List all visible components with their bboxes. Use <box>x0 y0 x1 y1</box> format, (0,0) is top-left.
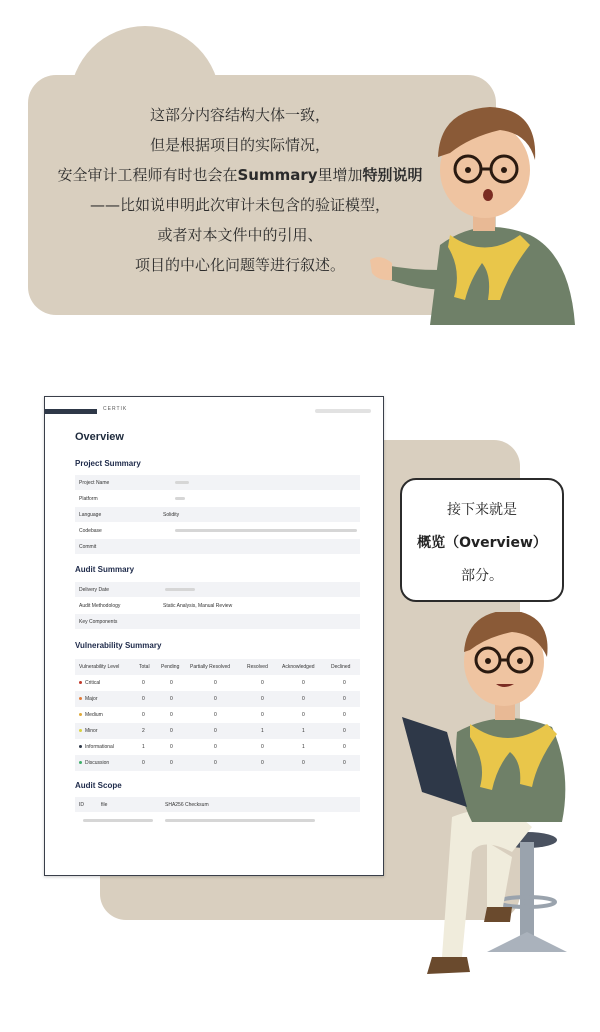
intro-line-5: 或者对本文件中的引用、 <box>157 226 323 244</box>
severity-dot-icon <box>79 681 82 684</box>
kv-key: Key Components <box>79 619 118 625</box>
redacted-value <box>175 481 189 484</box>
severity-dot-icon <box>79 761 82 764</box>
speech-bubble <box>400 478 564 602</box>
scope-header-row: ID file SHA256 Checksum <box>75 797 360 812</box>
redacted-value <box>175 497 185 500</box>
redacted-header <box>315 409 371 413</box>
audit-scope-heading: Audit Scope <box>75 781 122 790</box>
audit-report-page <box>44 396 384 876</box>
kv-key: Commit <box>79 544 97 550</box>
table-row: Major 0 0 0 0 0 0 <box>75 691 360 707</box>
kv-key: Platform <box>79 496 98 502</box>
header-bar <box>45 409 97 414</box>
redacted-value <box>175 529 357 532</box>
kv-row <box>75 507 360 522</box>
kv-row <box>75 475 360 490</box>
severity-dot-icon <box>79 729 82 732</box>
kv-row <box>75 582 360 597</box>
table-row: Discussion 0 0 0 0 0 0 <box>75 755 360 771</box>
kv-key: Audit Methodology <box>79 603 121 609</box>
audit-summary-heading: Audit Summary <box>75 565 135 574</box>
kv-row <box>75 523 360 538</box>
intro-line-4: ——比如说申明此次审计未包含的验证模型， <box>89 196 390 214</box>
kv-key: Language <box>79 512 102 518</box>
intro-line-2: 但是根据项目的实际情况， <box>149 136 330 154</box>
intro-line-1: 这部分内容结构大体一致， <box>149 106 330 124</box>
kv-key: Codebase <box>79 528 102 534</box>
table-row: Minor 2 0 0 1 1 0 <box>75 723 360 739</box>
vulnerability-table <box>75 659 360 771</box>
table-row: Critical 0 0 0 0 0 0 <box>75 675 360 691</box>
kv-key: Delivery Date <box>79 587 110 593</box>
certik-logo: CERTIK <box>103 406 128 412</box>
severity-dot-icon <box>79 713 82 716</box>
project-summary-heading: Project Summary <box>75 459 141 468</box>
intro-line-6: 项目的中心化问题等进行叙述。 <box>134 256 345 274</box>
kv-row <box>75 491 360 506</box>
severity-dot-icon <box>79 745 82 748</box>
cartoon-character-pointing <box>370 95 590 325</box>
cartoon-character-seated <box>392 612 592 1002</box>
kv-row <box>75 614 360 629</box>
kv-value: Static Analysis, Manual Review <box>163 603 233 609</box>
report-title: Overview <box>75 431 124 443</box>
table-row: Informational 1 0 0 0 1 0 <box>75 739 360 755</box>
kv-key: Project Name <box>79 480 110 486</box>
severity-dot-icon <box>79 697 82 700</box>
bubble-line-2: 概览（Overview） <box>417 535 547 551</box>
redacted-value <box>165 819 315 822</box>
table-header-row: Vulnerability Level Total Pending Partially Resolved Resolved Acknowledged Declined <box>75 659 360 675</box>
vulnerability-summary-heading: Vulnerability Summary <box>75 641 162 650</box>
kv-row <box>75 539 360 554</box>
kv-value: Solidity <box>163 512 180 518</box>
bubble-line-3: 部分。 <box>461 568 503 584</box>
redacted-value <box>83 819 153 822</box>
redacted-value <box>165 588 195 591</box>
bubble-line-1: 接下来就是 <box>447 502 517 518</box>
intro-line-3: 安全审计工程师有时也会在Summary里增加特别说明 <box>57 166 423 184</box>
scope-row <box>75 813 360 828</box>
kv-row <box>75 598 360 613</box>
table-row: Medium 0 0 0 0 0 0 <box>75 707 360 723</box>
